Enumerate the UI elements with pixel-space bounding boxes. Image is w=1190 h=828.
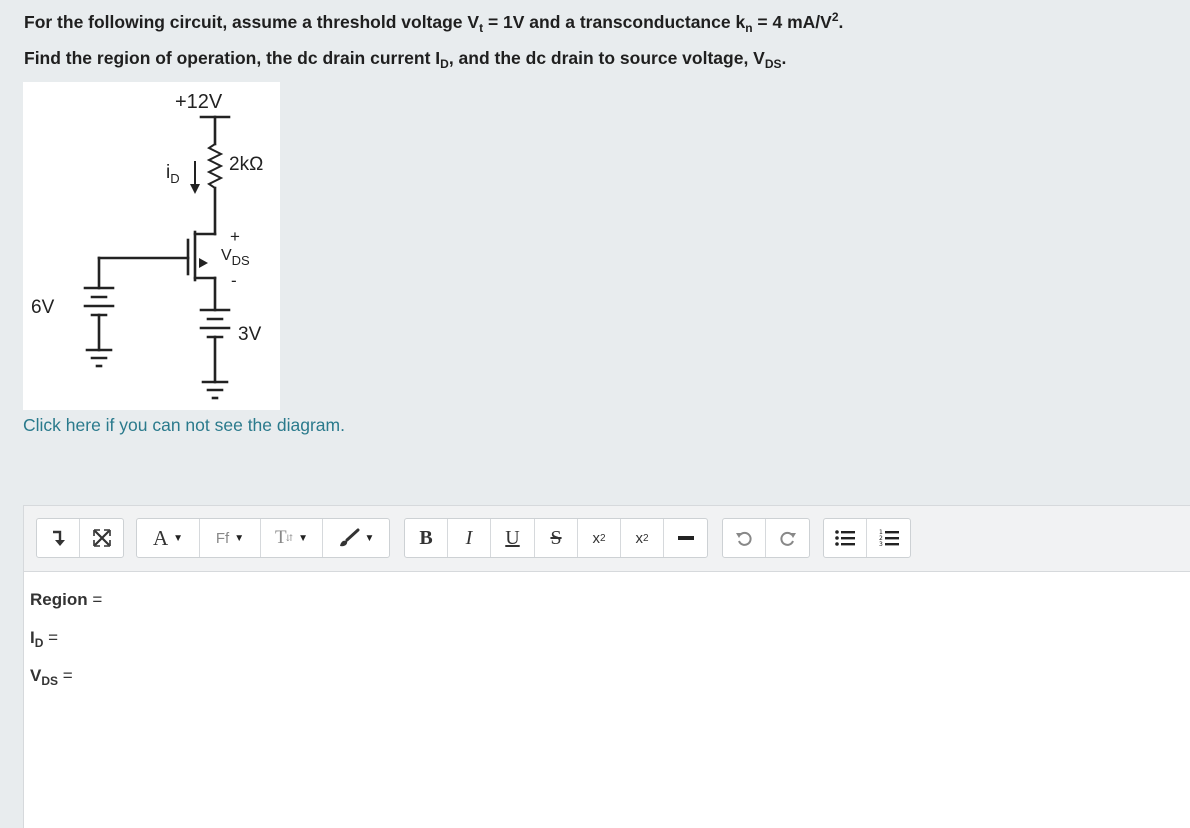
toolbar-group-history — [722, 518, 810, 558]
current-arrow-head-icon — [190, 184, 200, 194]
subscript-n: n — [745, 21, 753, 35]
redo-icon — [779, 529, 797, 547]
question-text: = 4 mA/V — [752, 12, 832, 32]
drain-current-label: I — [30, 628, 35, 647]
vds-line — [30, 666, 1184, 704]
numbered-list-icon — [879, 529, 899, 547]
circuit-diagram — [23, 82, 280, 410]
font-color-button[interactable] — [137, 519, 200, 557]
undo-button[interactable] — [723, 519, 766, 557]
expand-icon — [92, 528, 112, 548]
arrow-down-icon — [50, 529, 66, 547]
chevron-down-icon: ▼ — [234, 532, 245, 544]
subscript-t: t — [479, 21, 484, 35]
equals-sign: = — [87, 590, 103, 609]
vds-plus-label: + — [230, 227, 240, 246]
supply-label: +12V — [175, 91, 223, 113]
toolbar-group-insert — [36, 518, 124, 558]
strikethrough-button[interactable]: S — [535, 519, 578, 557]
svg-text:2: 2 — [878, 535, 883, 542]
redo-button[interactable] — [766, 519, 809, 557]
numbered-list-button[interactable] — [867, 519, 910, 557]
italic-button[interactable]: I — [448, 519, 491, 557]
font-family-icon: Ff — [215, 529, 230, 547]
answer-editor[interactable] — [23, 505, 1190, 828]
question-line-1 — [24, 10, 843, 35]
question-text: , and the dc drain to source voltage, V — [448, 48, 765, 68]
editor-content[interactable] — [24, 572, 1190, 722]
source-arrow-icon — [199, 258, 208, 268]
svg-text:1: 1 — [878, 529, 883, 536]
superscript-icon: x — [635, 529, 643, 547]
bulleted-list-button[interactable] — [824, 519, 867, 557]
equals-sign: = — [43, 628, 59, 647]
drain-current-line — [30, 628, 1184, 666]
question-text: For the following circuit, assume a threshold voltage V — [24, 12, 480, 32]
vds-answer-label: V — [30, 666, 42, 685]
question-text: = 1V and a transconductance k — [483, 12, 746, 32]
question-line-2 — [24, 48, 786, 71]
font-color-icon: A — [152, 525, 169, 550]
bold-button[interactable]: B — [405, 519, 448, 557]
superscript-icon-digit: 2 — [642, 532, 649, 544]
subscript-ds: DS — [764, 57, 782, 71]
gate-source-label: 6V — [31, 297, 55, 318]
vds-label: $V_{DS}$ — [221, 247, 250, 268]
underline-button[interactable]: U — [491, 519, 535, 557]
equals-sign: = — [58, 666, 73, 685]
region-line — [30, 590, 1184, 628]
undo-icon — [735, 529, 753, 547]
vds-minus-label: - — [231, 271, 237, 290]
subscript-icon: x — [592, 529, 600, 547]
vds-answer-subscript: DS — [41, 674, 59, 688]
chevron-down-icon: ▼ — [364, 532, 375, 544]
toolbar-group-font — [136, 518, 390, 558]
chevron-down-icon: ▼ — [298, 532, 309, 544]
insert-arrow-button[interactable] — [37, 519, 80, 557]
resistor — [209, 144, 221, 188]
font-size-button[interactable] — [261, 519, 323, 557]
font-size-icon: T — [274, 527, 287, 548]
clear-format-button[interactable] — [80, 519, 123, 557]
subscript-icon-digit: 2 — [599, 532, 606, 544]
brush-icon — [338, 528, 360, 548]
region-label: Region — [30, 590, 88, 609]
subscript-button[interactable] — [578, 519, 621, 557]
font-family-button[interactable] — [200, 519, 261, 557]
circuit-svg — [23, 82, 280, 410]
toolbar-group-lists — [823, 518, 911, 558]
editor-toolbar — [24, 506, 1190, 572]
diagram-help-link[interactable]: Click here if you can not see the diagram. — [23, 415, 345, 435]
question-text: . — [838, 12, 844, 32]
current-label: $i_D$ — [166, 162, 180, 186]
horizontal-rule-icon — [678, 535, 694, 541]
superscript-2: 2 — [831, 10, 839, 24]
drain-current-subscript: D — [34, 636, 44, 650]
question-text: Find the region of operation, the dc drain current I — [24, 48, 441, 68]
svg-text:3: 3 — [878, 541, 883, 547]
bulleted-list-icon — [835, 530, 855, 546]
size-arrows-icon: ⇵ — [285, 532, 294, 543]
toolbar-group-format — [404, 518, 708, 558]
chevron-down-icon: ▼ — [173, 532, 184, 544]
subscript-d: D — [440, 57, 449, 71]
question-text: . — [781, 48, 787, 68]
horizontal-rule-button[interactable] — [664, 519, 707, 557]
source-source-label: 3V — [238, 324, 262, 345]
resistor-label: 2kΩ — [229, 154, 264, 175]
highlight-button[interactable] — [323, 519, 389, 557]
superscript-button[interactable] — [621, 519, 664, 557]
